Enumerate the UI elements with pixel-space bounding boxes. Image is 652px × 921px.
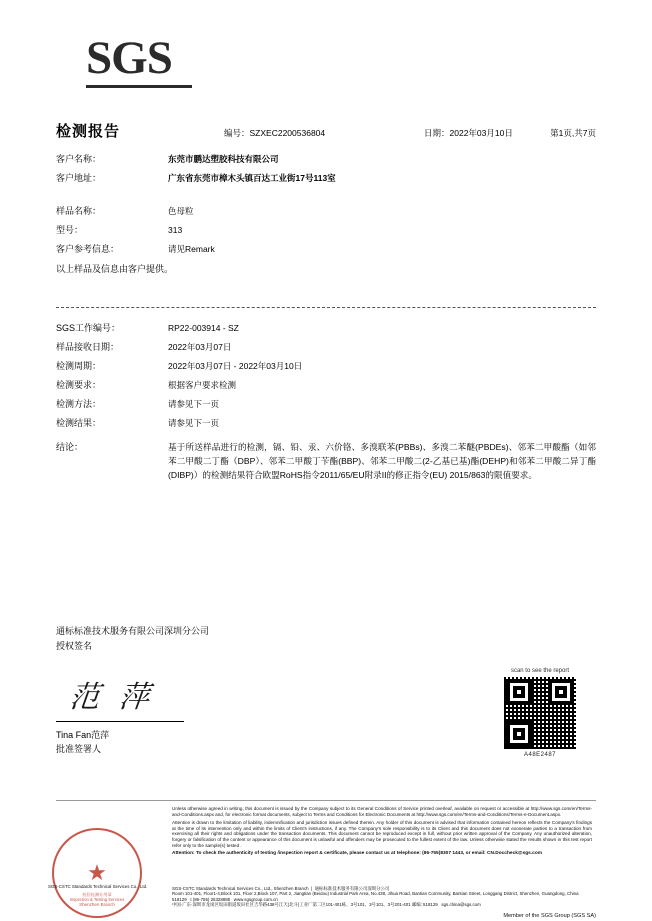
test-method-label: 检测方法： (56, 399, 102, 409)
report-number-label: 编号： (224, 128, 250, 138)
report-number-value: SZXEC2200536804 (249, 128, 326, 138)
footer-company-cn: 通标标准技术服务有限公司深圳分公司 (314, 886, 390, 891)
page-number: 第1页,共7页 (550, 128, 596, 138)
received-date-value: 2022年03月07日 (168, 342, 232, 352)
job-no-value: RP22-003914 - SZ (168, 323, 239, 333)
report-date (424, 127, 542, 139)
footer-contact: Attention: To check the authenticity of testing /inspection report & certificate, please contact us at telephone: (86-755)8307 1443, or email: CN.Doccheck@sgs.com (172, 851, 543, 857)
stamp-label-cn (54, 892, 140, 902)
model-value: 313 (168, 225, 183, 235)
report-header-row (56, 120, 596, 141)
customer-name-value: 东莞市鹏达塑胶科技有限公司 (168, 154, 279, 164)
signature-line (56, 721, 184, 722)
conclusion-text: 基于所送样品进行的检测，镉、铅、汞、六价铬、多溴联苯(PBBs)、多溴二苯醚(PBDEs)、邻苯二甲酸酯（如邻苯二甲酸二丁酯（DBP）、邻苯二甲酸丁苄酯(BBP)、邻苯二甲酸二(2-乙基已基)酯(DEHP)和邻苯二甲酸二异丁酯(DIBP)）的检测结果符合欧盟RoHS指令2011/65/EU附录II的修正指令(EU) 2015/863的限值要求。 (168, 442, 596, 480)
logo-underline (86, 85, 192, 88)
stamp-label-en-text: Inspection & Testing Services (69, 897, 125, 902)
signatory-name: Tina Fan范萍 (56, 730, 110, 740)
qr-caption: scan to see the report (510, 668, 570, 674)
field-row-test-results (56, 417, 596, 430)
test-method-value: 请参见下一页 (168, 399, 220, 409)
received-date-label: 样品接收日期： (56, 342, 120, 352)
signatory-role: 批准签署人 (56, 744, 102, 754)
sample-name-value: 色母粒 (168, 206, 194, 216)
customer-address-label: 客户地址： (56, 173, 102, 183)
field-row-job-no (56, 322, 596, 335)
customer-reference-value: 请见Remark (168, 244, 215, 254)
footer-url[interactable]: www.sgsgroup.com.cn (233, 896, 278, 902)
qr-id: A48E2487 (523, 752, 557, 758)
section-divider (56, 307, 596, 308)
field-row-customer-reference (56, 243, 596, 256)
model-label: 型号： (56, 225, 84, 235)
field-row-test-method (56, 398, 596, 411)
footer-address-en-text: Room 101-401, Floor1-4,Block 101, Floor 2,Block 107, Part 2, Jiangtian (Beidou) Industrial Park Area, No.438, Jihua Road, Bantian Community, Bantian Street, Longgang District, Shenzhen, Guangdong, China 518129 (172, 891, 579, 902)
stamp-company-text (48, 884, 168, 889)
footer-tel: t (86-755) 25328888 (190, 896, 231, 902)
field-row-customer-address (56, 172, 596, 185)
sgs-logo (86, 32, 192, 88)
test-results-value: 请参见下一页 (168, 418, 220, 428)
page-title: 检测报告 (56, 123, 121, 140)
test-period-value: 2022年03月07日 - 2022年03月10日 (168, 361, 303, 371)
report-number (224, 127, 424, 139)
field-row-customer-name (56, 153, 596, 166)
footer-terms: Unless otherwise agreed in writing, this document is issued by the Company subject to its General Conditions of Service printed overleaf, available on request or accessible at http://www.sgs.com/en/Terms-and-Conditions.aspx and, for electronic format documents, subject to Terms and Conditions for Electronic Documents at http://www.sgs.com/en/Terms-and-Conditions/Terms-e-Document.aspx. (172, 806, 592, 817)
qr-code-block (497, 668, 583, 758)
stamp-sub-text: Shenzhen Branch (79, 902, 115, 907)
conclusion-label: 结论： (56, 442, 84, 452)
footer-divider (56, 800, 596, 801)
signing-company: 通标标准技术服务有限公司深圳分公司 (56, 626, 210, 636)
customer-address-value: 广东省东莞市樟木头镇百达工业街17号113室 (168, 173, 336, 183)
footer-email[interactable]: sgs.china@sgs.com (441, 902, 481, 908)
footer-company-en: SGS-CSTC Standards Technical Services Co., Ltd., Shenzhen Branch (172, 886, 309, 891)
field-row-test-period (56, 360, 596, 373)
report-date-value: 2022年03月10日 (449, 128, 513, 138)
customer-block (56, 153, 596, 191)
stamp-label-cn-text: 检验检测专用章 (82, 892, 112, 897)
field-row-received-date (56, 341, 596, 354)
footer-member: Member of the SGS Group (SGS SA) (503, 913, 596, 919)
footer-address-cn-text: 中国·广东·深圳市龙岗区坂田街道坂田社区吉华路438号江天(北斗)工业厂第二区101-401栋、3号101、3号101、3号201-401 邮编: 518129 (172, 902, 438, 908)
stamp-star-icon: ★ (87, 860, 107, 885)
testing-block (56, 322, 596, 482)
official-stamp-icon (52, 828, 142, 918)
qr-finder-bottom-left (506, 721, 532, 747)
handwritten-signature-text: 范 萍 (67, 681, 157, 714)
test-requested-value: 根据客户要求检测 (168, 380, 237, 390)
footer-address-cn (172, 902, 592, 907)
sample-note: 以上样品及信息由客户提供。 (56, 264, 174, 274)
sample-block (56, 205, 596, 275)
job-no-label: SGS工作编号： (56, 323, 121, 333)
authorized-signature-label: 授权签名 (56, 641, 93, 651)
signature-block (56, 624, 476, 756)
stamp-company-en: SGS-CSTC Standards Technical Services Co., Ltd. (48, 884, 148, 889)
footer-attention: Attention is drawn to the limitation of liability, indemnification and jurisdiction issues defined therein. Any holder of this document is advised that information contained hereon reflects the Company's findings at the time of its intervention only and within the limits of Client's instructions, if any. The Company's sole responsibility is to its Client and this document does not exonerate parties to a transaction from exercising all their rights and obligations under the transaction documents. This document cannot be reproduced except in full, without prior written approval of the Company. Any unauthorized alteration, forgery or falsification of the content or appearance of this document is unlawful and offenders may be prosecuted to the fullest extent of the law. Unless otherwise stated the results shown in this test report refer only to the sample(s) tested . (172, 820, 592, 848)
conclusion-row (56, 440, 596, 482)
footer-terms-block (172, 806, 592, 857)
qr-code-icon[interactable] (503, 676, 577, 750)
handwritten-signature (56, 668, 256, 724)
footer-address-block (172, 886, 592, 908)
test-results-label: 检测结果： (56, 418, 102, 428)
sgs-logo-text: SGS (86, 32, 172, 84)
customer-reference-label: 客户参考信息： (56, 244, 120, 254)
report-date-label: 日期： (424, 128, 450, 138)
footer-company-line: SGS-CSTC Standards Technical Services Co., Ltd., Shenzhen Branch | 通标标准技术服务有限公司深圳分公司 (172, 886, 390, 891)
test-requested-label: 检测要求： (56, 380, 102, 390)
field-row-model (56, 224, 596, 237)
footer-address-en (172, 891, 592, 902)
customer-name-label: 客户名称： (56, 154, 102, 164)
field-row-test-requested (56, 379, 596, 392)
test-period-label: 检测周期： (56, 361, 102, 371)
sample-name-label: 样品名称： (56, 206, 102, 216)
field-row-sample-name (56, 205, 596, 218)
